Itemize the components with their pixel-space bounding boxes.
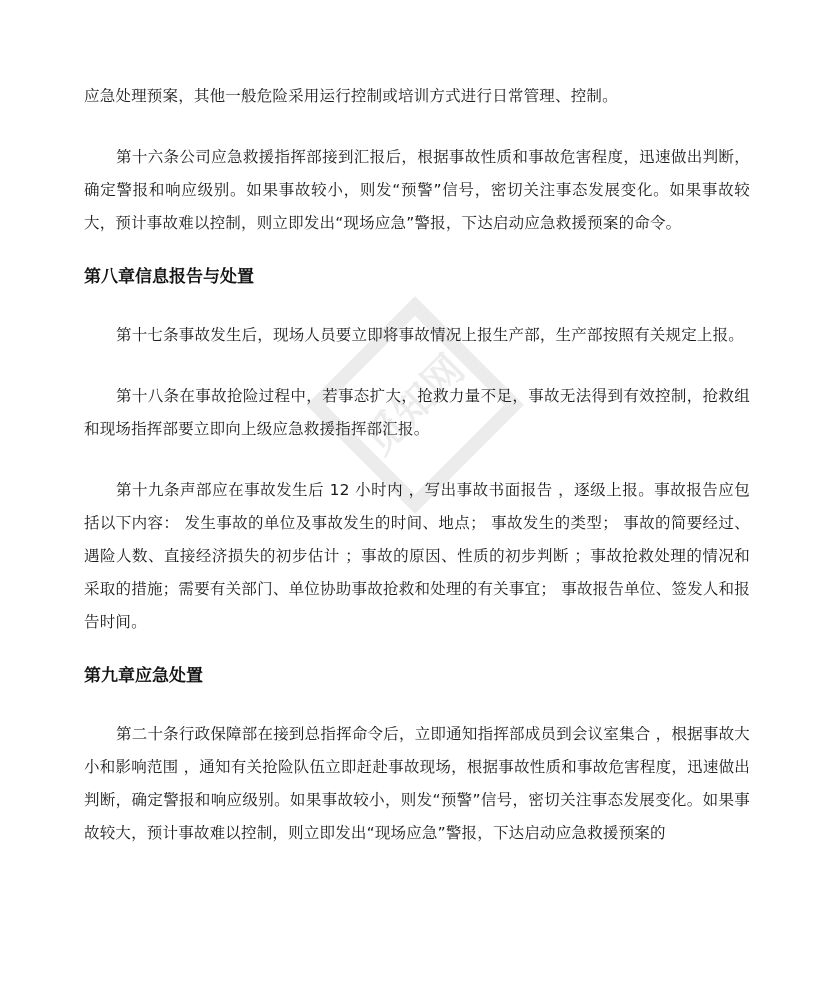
watermark-text: 觅知网: [356, 346, 474, 464]
document-body: [84, 80, 750, 850]
paragraph-article-16: 第十六条公司应急救援指挥部接到汇报后，根据事故性质和事故危害程度，迅速做出判断，确定警报和响应级别。如果事故较小，则发“预警”信号，密切关注事态发展变化。如果事故较大，预计事故难以控制，则立即发出“现场应急”警报，下达启动应急救援预案的命令。: [84, 148, 750, 232]
paragraph-article-17: 第十七条事故发生后，现场人员要立即将事故情况上报生产部，生产部按照有关规定上报。: [116, 326, 745, 344]
paragraph-article-19: 第十九条声部应在事故发生后 12 小时内 ，写出事故书面报告 ，逐级上报。事故报告应包括以下内容： 发生事故的单位及事故发生的时间、地点； 事故发生的类型； 事故的简要经过、 遇险人数、直接经济损失的初步估计 ；事故的原因、性质的初步判断 ；事故抢救处理的情况和采取的措施；需要有关部门、单位协助事故抢救和处理的有关事宜； 事故报告单位、签发人和报告时间。: [84, 481, 750, 631]
paragraph-intro-continuation: 应急处理预案，其他一般危险采用运行控制或培训方式进行日常管理、控制。: [84, 87, 618, 105]
paragraph-article-20: 第二十条行政保障部在接到总指挥命令后，立即通知指挥部成员到会议室集合 ，根据事故大小和影响范围 ，通知有关抢险队伍立即赶赴事故现场，根据事故性质和事故危害程度，迅速做出判断，确定警报和响应级别。如果事故较小，则发“预警”信号，密切关注事态发展变化。如果事故较大，预计事故难以控制，则立即发出“现场应急”警报，下达启动应急救援预案的: [84, 725, 750, 842]
heading-chapter-9: 第九章应急处置: [84, 666, 203, 686]
heading-chapter-8: 第八章信息报告与处置: [84, 267, 254, 287]
paragraph-article-18: 第十八条在事故抢险过程中，若事态扩大，抢救力量不足，事故无法得到有效控制，抢救组和现场指挥部要立即向上级应急救援指挥部汇报。: [84, 387, 750, 438]
